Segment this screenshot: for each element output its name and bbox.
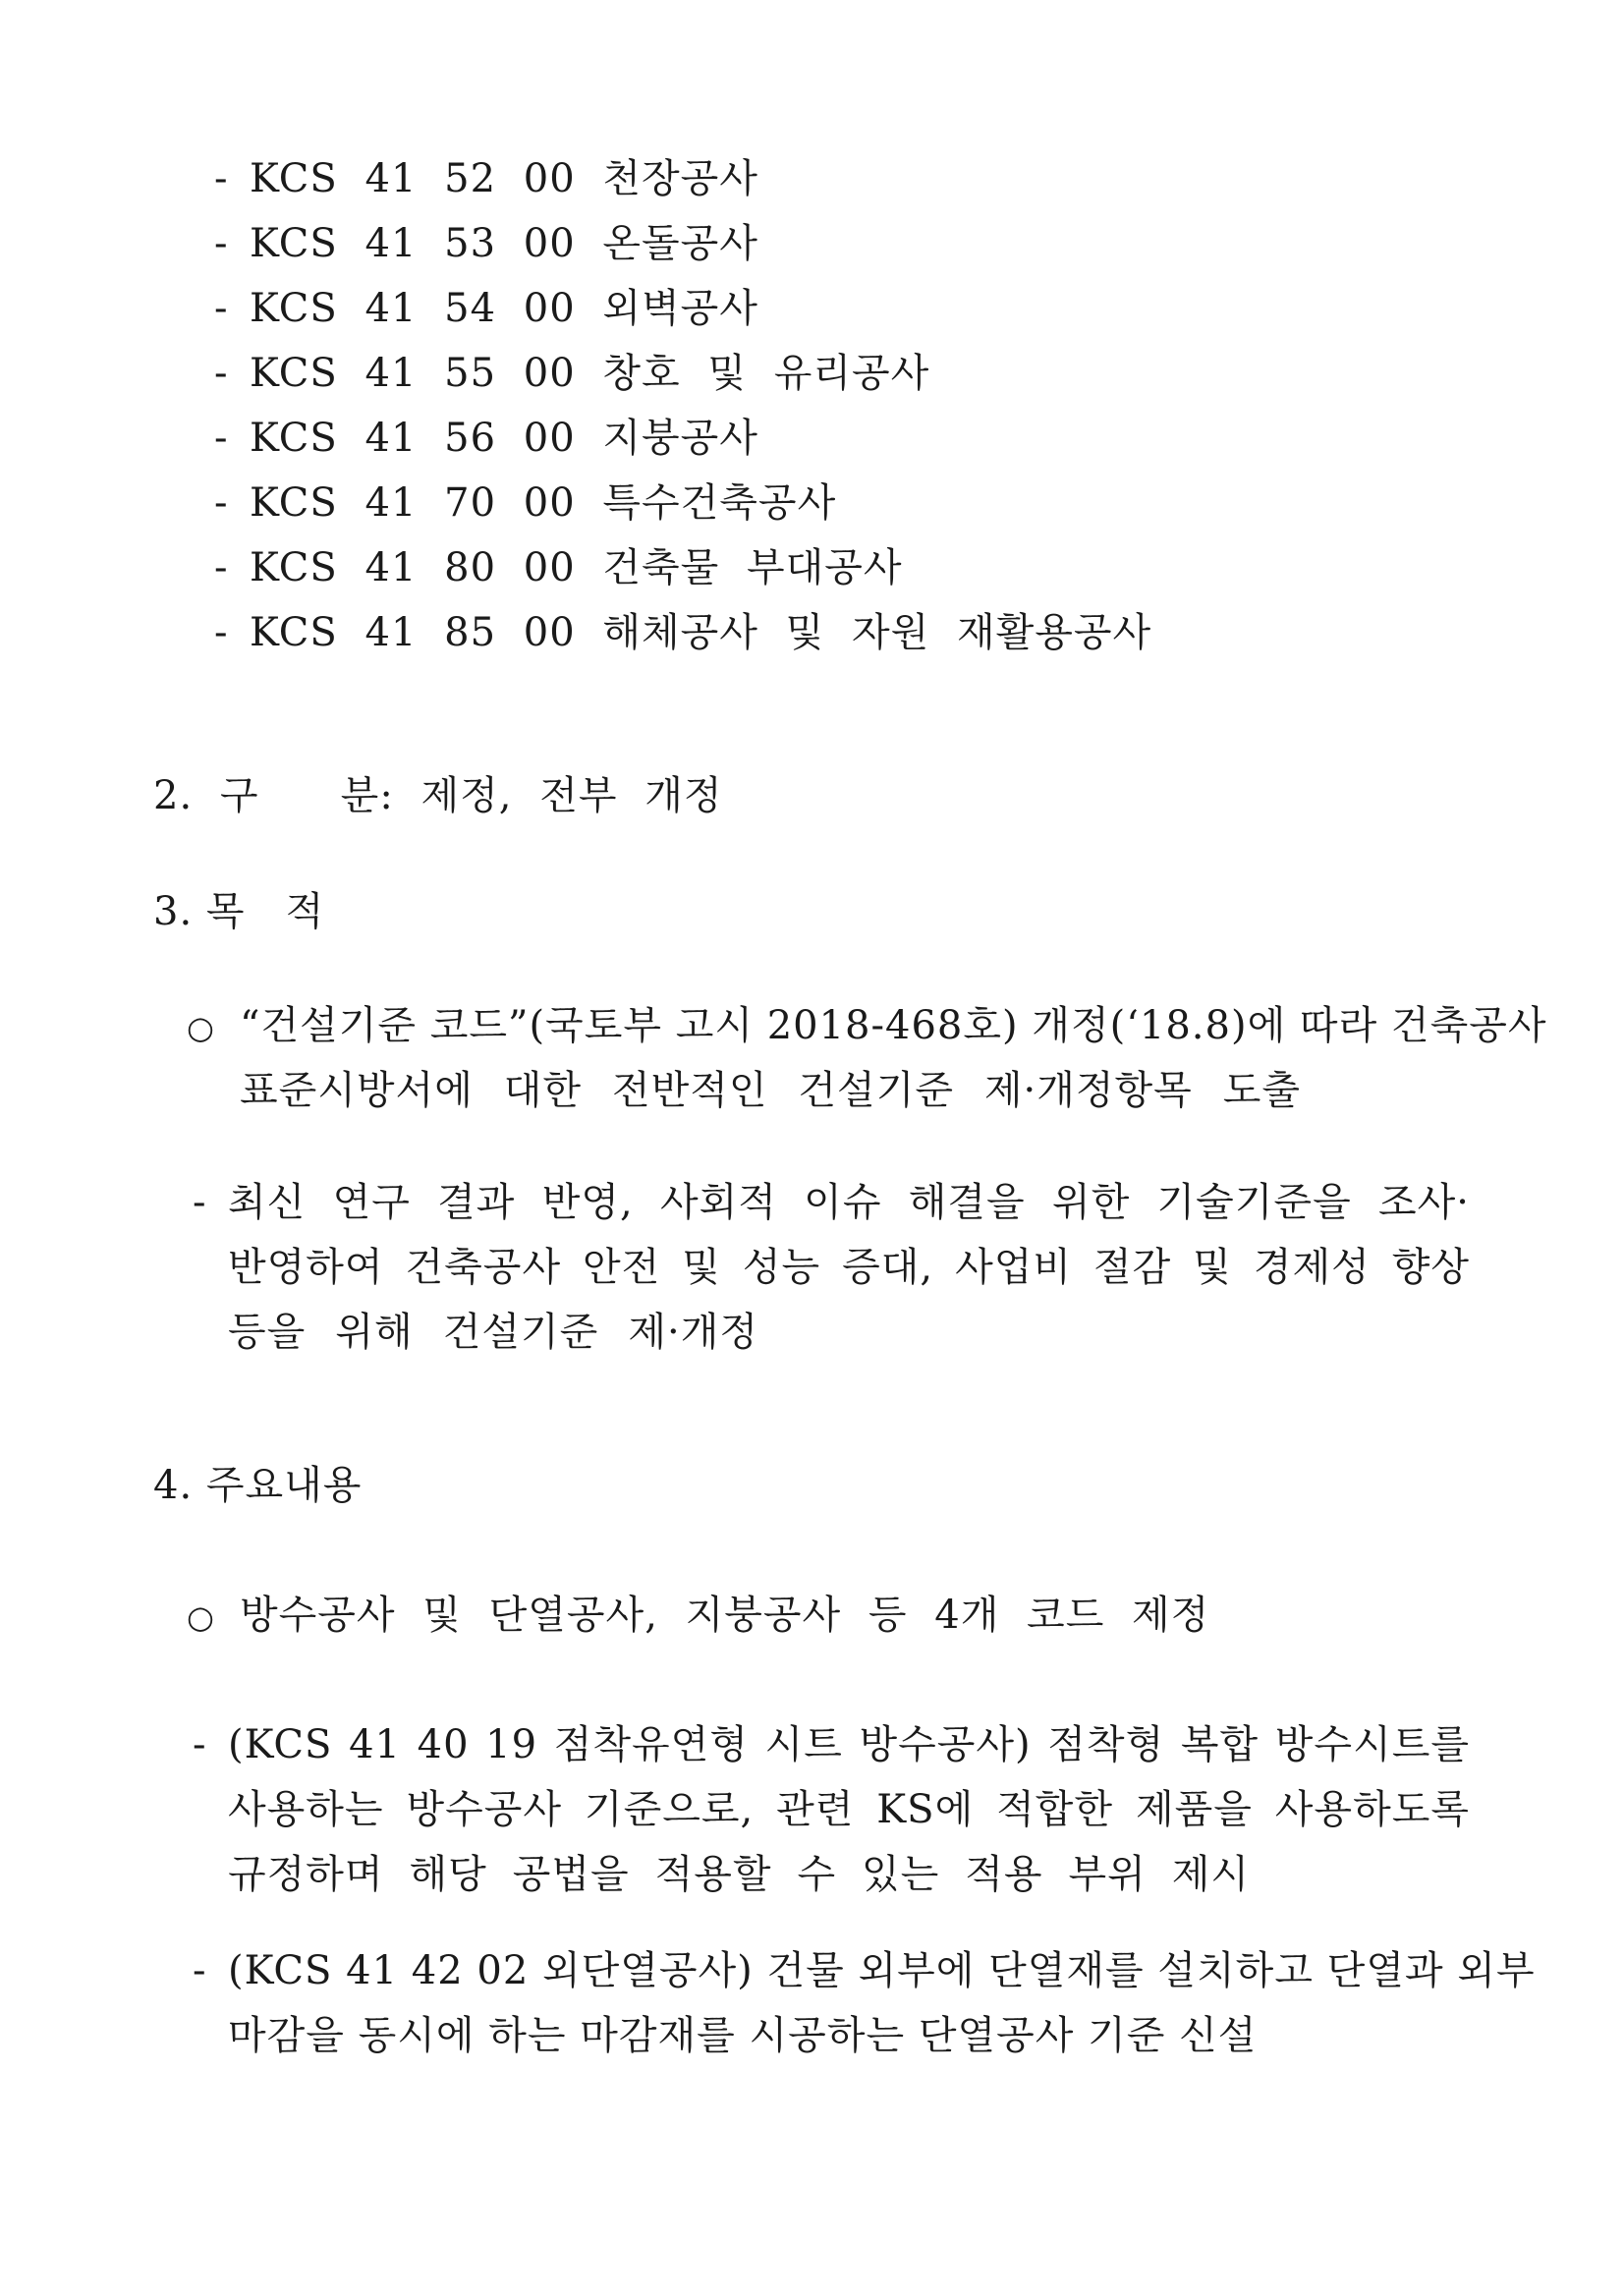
list-item — [214, 156, 758, 201]
list-item — [214, 286, 758, 331]
paragraph-text: 방수공사 및 단열공사, 지붕공사 등 4개 코드 제정 — [240, 1593, 1210, 1638]
section-number: 2. — [153, 773, 194, 818]
sub-item-line-continued — [228, 1852, 1250, 1897]
dash-marker: - — [214, 480, 229, 526]
paragraph-text: 최신 연구 결과 반영, 사회적 이슈 해결을 위한 기술기준을 조사· — [228, 1180, 1470, 1225]
dash-marker: - — [214, 156, 229, 201]
circle-bullet-icon: ○ — [187, 1009, 215, 1046]
paragraph-text: 반영하여 건축공사 안전 및 성능 증대, 사업비 절감 및 경제성 향상 — [228, 1245, 1470, 1290]
sub-item-line — [193, 1180, 1470, 1225]
dash-marker: - — [214, 286, 229, 331]
section-label: 구 분: — [219, 773, 394, 818]
paragraph-text: 규정하며 해당 공법을 적용할 수 있는 적용 부위 제시 — [228, 1852, 1250, 1897]
section-text: 제정, 전부 개정 — [420, 773, 723, 818]
list-item — [214, 610, 1152, 655]
paragraph-text: (KCS 41 42 02 외단열공사) 건물 외부에 단열재를 설치하고 단열과 외부 — [228, 1948, 1536, 1993]
bullet-line — [187, 1593, 1210, 1638]
bullet-line — [187, 1003, 1547, 1048]
dash-marker: - — [214, 221, 229, 266]
sub-item-line-continued — [228, 1245, 1470, 1290]
dash-marker: - — [193, 1722, 207, 1767]
dash-marker: - — [214, 610, 229, 655]
sub-item-line — [193, 1948, 1536, 1993]
list-item-text: KCS 41 80 00 건축물 부대공사 — [250, 545, 903, 590]
section-label: 목 적 — [205, 889, 325, 934]
list-item — [214, 351, 930, 396]
list-item-text: KCS 41 53 00 온돌공사 — [250, 221, 758, 266]
paragraph-text: “건설기준 코드”(국토부 고시 2018-468호) 개정(‘18.8)에 따라 건축공사 — [240, 1003, 1547, 1048]
sub-item-line-continued — [228, 2013, 1258, 2058]
sub-item-line — [193, 1722, 1470, 1767]
sub-item-line-continued — [228, 1787, 1470, 1832]
list-item-text: KCS 41 56 00 지붕공사 — [250, 416, 758, 461]
list-item-text: KCS 41 55 00 창호 및 유리공사 — [250, 351, 930, 396]
dash-marker: - — [193, 1180, 207, 1225]
bullet-line-continued — [240, 1068, 1301, 1113]
list-item-text: KCS 41 52 00 천장공사 — [250, 156, 758, 201]
list-item — [214, 416, 758, 461]
list-item-text: KCS 41 85 00 해체공사 및 자원 재활용공사 — [250, 610, 1152, 655]
dash-marker: - — [214, 416, 229, 461]
circle-bullet-icon: ○ — [187, 1598, 215, 1636]
section-heading — [153, 773, 723, 818]
dash-marker: - — [214, 545, 229, 590]
section-label: 주요내용 — [205, 1463, 363, 1508]
list-item — [214, 480, 837, 526]
list-item — [214, 545, 903, 590]
list-item-text: KCS 41 70 00 특수건축공사 — [250, 480, 837, 526]
section-number: 4. — [153, 1463, 194, 1508]
paragraph-text: 사용하는 방수공사 기준으로, 관련 KS에 적합한 제품을 사용하도록 — [228, 1787, 1470, 1832]
sub-item-line-continued — [228, 1310, 758, 1355]
dash-marker: - — [193, 1948, 207, 1993]
list-item-text: KCS 41 54 00 외벽공사 — [250, 286, 758, 331]
section-number: 3. — [153, 889, 194, 934]
paragraph-text: 등을 위해 건설기준 제·개정 — [228, 1310, 758, 1355]
list-item — [214, 221, 758, 266]
paragraph-text: 표준시방서에 대한 전반적인 건설기준 제·개정항목 도출 — [240, 1068, 1301, 1113]
paragraph-text: 마감을 동시에 하는 마감재를 시공하는 단열공사 기준 신설 — [228, 2013, 1258, 2058]
section-heading — [153, 1463, 363, 1508]
paragraph-text: (KCS 41 40 19 점착유연형 시트 방수공사) 점착형 복합 방수시트를 — [228, 1722, 1470, 1767]
dash-marker: - — [214, 351, 229, 396]
section-heading — [153, 889, 325, 934]
